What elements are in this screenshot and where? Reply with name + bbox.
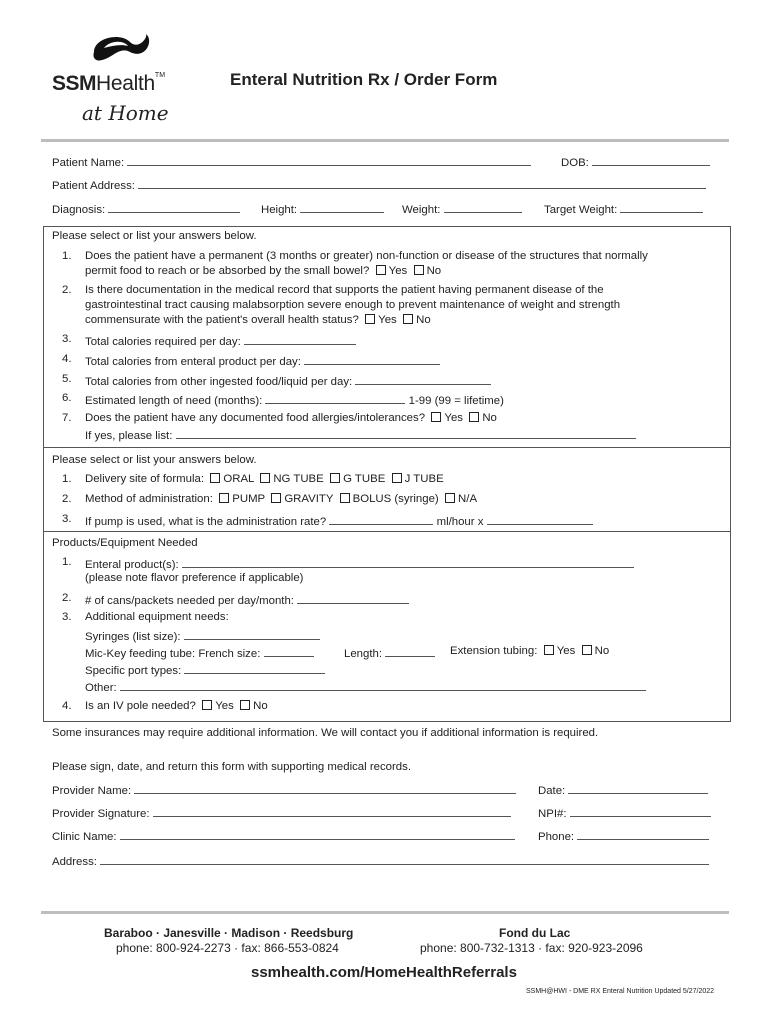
enteral-products-field[interactable] — [182, 556, 634, 568]
patient-name-field[interactable] — [127, 154, 531, 166]
s3-q2-text: # of cans/packets needed per day/month: — [85, 595, 294, 607]
s3-q4-number: 4. — [62, 700, 72, 712]
s2-q3-unit: ml/hour x — [436, 516, 484, 528]
iv-pole-no-checkbox[interactable] — [240, 700, 250, 710]
s1-q2-yes-checkbox[interactable] — [365, 314, 375, 324]
s1-q2-line3 — [85, 314, 431, 326]
s1-q3-row — [85, 333, 356, 348]
logo-tm: TM — [154, 72, 166, 79]
s1-q1-yes-label: Yes — [388, 265, 408, 277]
enteral-calories-field[interactable] — [304, 353, 440, 365]
height-row — [261, 201, 384, 216]
patient-address-row — [52, 177, 706, 192]
page-title: Enteral Nutrition Rx / Order Form — [230, 70, 498, 89]
weight-label: Weight: — [402, 204, 441, 216]
diagnosis-label: Diagnosis: — [52, 204, 106, 216]
length-label: Length: — [344, 648, 383, 660]
s1-q2-number: 2. — [62, 284, 72, 296]
method-gravity-checkbox[interactable] — [271, 493, 281, 503]
s1-q1-no-checkbox[interactable] — [414, 265, 424, 275]
patient-name-label: Patient Name: — [52, 157, 125, 169]
footer-left-phone: phone: 800-924-2273 · fax: 866-553-0824 — [116, 941, 339, 955]
logo-ssm: SSM — [52, 72, 97, 95]
section1-intro: Please select or list your answers below. — [52, 230, 257, 242]
date-row — [538, 782, 708, 797]
patient-address-label: Patient Address: — [52, 180, 135, 192]
mickey-row — [85, 645, 314, 660]
s1-q3-number: 3. — [62, 333, 72, 345]
s2-q1-row — [85, 473, 444, 485]
footer-form-id: SSMH@HWI - DME RX Enteral Nutrition Updated 5/27/2022 — [526, 988, 715, 995]
s1-q4-text: Total calories from enteral product per day: — [85, 356, 301, 368]
s3-q4-row — [85, 700, 268, 712]
s3-q2-number: 2. — [62, 592, 72, 604]
height-label: Height: — [261, 204, 298, 216]
extension-yes-label: Yes — [556, 645, 576, 657]
s3-q3-text: Additional equipment needs: — [85, 611, 229, 623]
header-divider — [41, 139, 729, 142]
pump-rate-field[interactable] — [329, 513, 433, 525]
port-label: Specific port types: — [85, 665, 182, 677]
s1-q7-yes-label: Yes — [444, 412, 463, 424]
s1-q2-no-checkbox[interactable] — [403, 314, 413, 324]
s2-q2-text: Method of administration: — [85, 493, 213, 505]
method-pump-checkbox[interactable] — [219, 493, 229, 503]
s1-q4-row — [85, 353, 440, 368]
site-oral-checkbox[interactable] — [210, 473, 220, 483]
provider-name-row — [52, 782, 516, 797]
length-of-need-field[interactable] — [265, 392, 405, 404]
section3-heading: Products/Equipment Needed — [52, 537, 198, 549]
date-field[interactable] — [568, 782, 708, 794]
clinic-field[interactable] — [120, 828, 515, 840]
s1-q7-row — [85, 412, 497, 424]
ssm-swirl-logo-icon — [90, 30, 156, 64]
target-weight-row — [544, 201, 703, 216]
s1-q7-no-checkbox[interactable] — [469, 412, 479, 422]
npi-row — [538, 805, 711, 820]
s1-q2-text-2: gastrointestinal tract causing malabsorption severe enough to prevent maintenance of weight and strength — [85, 299, 621, 311]
french-size-field[interactable] — [264, 645, 314, 657]
s1-q3-text: Total calories required per day: — [85, 336, 241, 348]
s1-q4-number: 4. — [62, 353, 72, 365]
extension-row — [450, 645, 609, 657]
height-field[interactable] — [300, 201, 384, 213]
method-bolus-label: BOLUS (syringe) — [352, 493, 439, 505]
method-gravity-label: GRAVITY — [284, 493, 334, 505]
diagnosis-row — [52, 201, 240, 216]
footer-left-title: Baraboo · Janesville · Madison · Reedsburg — [104, 926, 354, 940]
length-row — [344, 645, 435, 660]
weight-field[interactable] — [444, 201, 522, 213]
other-field[interactable] — [120, 679, 646, 691]
s1-q2-no-label: No — [416, 314, 431, 326]
s1-q1-text: Does the patient have a permanent (3 months or greater) non-function or disease of the structures that normally — [85, 250, 648, 262]
s2-q1-number: 1. — [62, 473, 72, 485]
logo-wordmark — [52, 72, 165, 96]
port-row — [85, 662, 325, 677]
target-weight-label: Target Weight: — [544, 204, 618, 216]
s1-q6-note: 1-99 (99 = lifetime) — [408, 395, 504, 407]
length-field[interactable] — [385, 645, 435, 657]
syringes-row — [85, 628, 320, 643]
s1-q7-follow-text: If yes, please list: — [85, 430, 173, 442]
s1-q1-no-label: No — [426, 265, 442, 277]
logo-health: Health — [96, 72, 155, 95]
s3-q1-number: 1. — [62, 556, 72, 568]
npi-field[interactable] — [570, 805, 711, 817]
site-j-tube-label: J TUBE — [404, 473, 444, 485]
s2-q2-row — [85, 493, 477, 505]
extension-no-checkbox[interactable] — [582, 645, 592, 655]
extension-yes-checkbox[interactable] — [544, 645, 554, 655]
syringes-label: Syringes (list size): — [85, 631, 181, 643]
s3-q1-note: (please note flavor preference if applicable) — [85, 572, 304, 584]
target-weight-field[interactable] — [620, 201, 703, 213]
site-oral-label: ORAL — [223, 473, 254, 485]
s2-q3-number: 3. — [62, 513, 72, 525]
footer-divider — [41, 911, 729, 914]
s1-q7-text: Does the patient have any documented food allergies/intolerances? — [85, 412, 426, 424]
address-label: Address: — [52, 856, 97, 868]
address-row — [52, 853, 709, 868]
allergies-field[interactable] — [176, 427, 636, 439]
extension-no-label: No — [594, 645, 610, 657]
s1-q7-yes-checkbox[interactable] — [431, 412, 441, 422]
pump-hours-field[interactable] — [487, 513, 593, 525]
s1-q1-line2 — [85, 265, 441, 277]
s1-q5-text: Total calories from other ingested food/liquid per day: — [85, 376, 353, 388]
s1-q7-number: 7. — [62, 412, 72, 424]
provider-signature-row — [52, 805, 511, 820]
method-na-checkbox[interactable] — [445, 493, 455, 503]
weight-row — [402, 201, 522, 216]
footer-right-phone: phone: 800-732-1313 · fax: 920-923-2096 — [420, 941, 643, 955]
s1-q5-number: 5. — [62, 373, 72, 385]
site-ng-tube-checkbox[interactable] — [260, 473, 270, 483]
s1-q2-text-3: commensurate with the patient's overall health status? — [85, 314, 359, 326]
insurance-note: Some insurances may require additional information. We will contact you if additional information is required. — [52, 727, 599, 739]
site-j-tube-checkbox[interactable] — [392, 473, 402, 483]
s1-q7-follow-row — [85, 427, 636, 442]
iv-pole-yes-checkbox[interactable] — [202, 700, 212, 710]
s3-q1-row — [85, 556, 634, 571]
s1-q1-text-2: permit food to reach or be absorbed by the small bowel? — [85, 265, 370, 277]
patient-address-field[interactable] — [138, 177, 706, 189]
clinic-label: Clinic Name: — [52, 831, 117, 843]
s1-q6-row — [85, 392, 504, 407]
provider-name-label: Provider Name: — [52, 785, 132, 797]
site-ng-tube-label: NG TUBE — [273, 473, 324, 485]
other-label: Other: — [85, 682, 117, 694]
mickey-label: Mic-Key feeding tube: French size: — [85, 648, 261, 660]
s3-q2-row — [85, 592, 409, 607]
method-pump-label: PUMP — [232, 493, 265, 505]
s1-q6-number: 6. — [62, 392, 72, 404]
iv-pole-no-label: No — [253, 700, 268, 712]
iv-pole-yes-label: Yes — [215, 700, 234, 712]
address-field[interactable] — [100, 853, 709, 865]
site-g-tube-checkbox[interactable] — [330, 473, 340, 483]
s1-q2-text: Is there documentation in the medical record that supports the patient having permanent disease of the — [85, 284, 604, 296]
dob-field[interactable] — [592, 154, 710, 166]
footer-url-link[interactable]: ssmhealth.com/HomeHealthReferrals — [251, 964, 517, 981]
other-row — [85, 679, 646, 694]
s1-q5-row — [85, 373, 491, 388]
provider-signature-field[interactable] — [153, 805, 511, 817]
provider-instruction: Please sign, date, and return this form with supporting medical records. — [52, 761, 411, 773]
npi-label: NPI#: — [538, 808, 567, 820]
provider-name-field[interactable] — [134, 782, 516, 794]
s3-q1-text: Enteral product(s): — [85, 559, 179, 571]
extension-label: Extension tubing: — [450, 645, 538, 657]
patient-name-row — [52, 154, 531, 169]
s2-q2-number: 2. — [62, 493, 72, 505]
s1-q2-yes-label: Yes — [378, 314, 397, 326]
clinic-row — [52, 828, 515, 843]
logo-subline: at Home — [82, 101, 169, 125]
provider-signature-label: Provider Signature: — [52, 808, 150, 820]
port-field[interactable] — [184, 662, 325, 674]
method-bolus-checkbox[interactable] — [340, 493, 350, 503]
phone-label: Phone: — [538, 831, 575, 843]
section2-intro: Please select or list your answers below. — [52, 454, 257, 466]
footer-right-title: Fond du Lac — [499, 926, 571, 940]
method-na-label: N/A — [458, 493, 478, 505]
s2-q3-row — [85, 513, 593, 528]
s2-q3-text: If pump is used, what is the administration rate? — [85, 516, 327, 528]
dob-row — [561, 154, 710, 169]
dob-label: DOB: — [561, 157, 589, 169]
date-label: Date: — [538, 785, 566, 797]
s1-q1-number: 1. — [62, 250, 72, 262]
s3-q4-text: Is an IV pole needed? — [85, 700, 196, 712]
s1-q1-yes-checkbox[interactable] — [376, 265, 386, 275]
other-calories-field[interactable] — [355, 373, 491, 385]
phone-row — [538, 828, 709, 843]
s1-q6-text: Estimated length of need (months): — [85, 395, 263, 407]
cans-packets-field[interactable] — [297, 592, 409, 604]
s3-q3-number: 3. — [62, 611, 72, 623]
s2-q1-text: Delivery site of formula: — [85, 473, 205, 485]
site-g-tube-label: G TUBE — [343, 473, 386, 485]
phone-field[interactable] — [577, 828, 709, 840]
total-calories-field[interactable] — [244, 333, 356, 345]
diagnosis-field[interactable] — [108, 201, 240, 213]
syringes-field[interactable] — [184, 628, 320, 640]
s1-q7-no-label: No — [482, 412, 497, 424]
